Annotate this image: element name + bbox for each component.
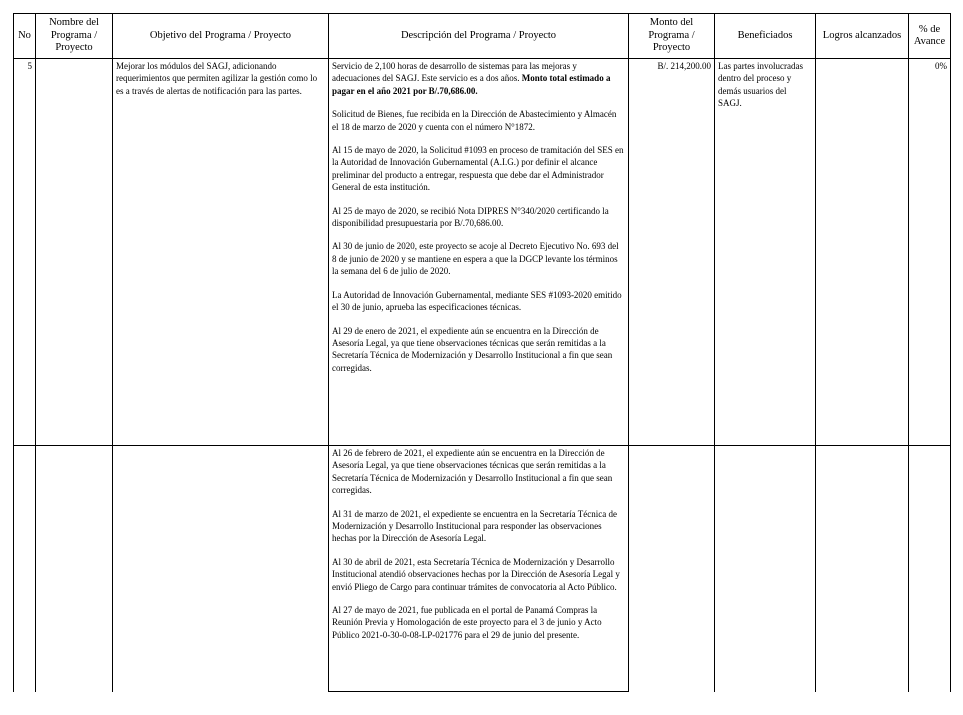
cell-logros: [816, 59, 909, 446]
desc-bold-amount: Monto total estimado a pagar en el año 2021 por B/.70,686.00.: [332, 73, 611, 96]
cell-no: [14, 446, 36, 692]
desc-paragraph: La Autoridad de Innovación Gubernamental, mediante SES #1093-2020 emitido el 30 de junio, aprueba las especificaciones técnicas.: [332, 289, 622, 313]
desc-paragraph: Solicitud de Bienes, fue recibida en la Dirección de Abastecimiento y Almacén el 18 de marzo de 2020 y cuenta con el número N°1872.: [332, 109, 617, 132]
header-objetivo: Objetivo del Programa / Proyecto: [113, 14, 329, 59]
table-row: [14, 446, 951, 692]
program-report-table: [13, 13, 951, 692]
cell-monto: [629, 446, 715, 692]
cell-beneficiados: Las partes involucradas dentro del proceso y demás usuarios del SAGJ.: [715, 59, 816, 446]
header-nombre: Nombre del Programa / Proyecto: [36, 14, 113, 59]
desc-paragraph: Al 30 de junio de 2020, este proyecto se acoje al Decreto Ejecutivo No. 693 del 8 de junio de 2020 y se mantiene en espera a que la DGCP levante los términos la semana del 6 de julio de 2020.: [332, 241, 619, 277]
table-row: [14, 59, 951, 446]
desc-paragraph: Al 29 de enero de 2021, el expediente aún se encuentra en la Dirección de Asesoría Legal, ya que tiene observaciones técnicas que serán remitidas a la Secretaría Técnica de Modernización y Desarrollo Institucional a fin que sean corregidas.: [332, 325, 613, 373]
header-no: No: [14, 14, 36, 59]
cell-objetivo: Mejorar los módulos del SAGJ, adicionando requerimientos que permiten agilizar la gestión como lo es a través de alertas de notificación para las partes.: [113, 59, 329, 446]
desc-paragraph: Al 26 de febrero de 2021, el expediente aún se encuentra en la Dirección de Asesoría Legal, ya que tiene observaciones técnicas que serán remitidas a la Secretaría Técnica de Modernización y Desarrollo Institucional a fin que sean corregidas.: [332, 448, 613, 496]
cell-descripcion: [329, 59, 629, 446]
desc-text: Servicio de 2,100 horas de desarrollo de sistemas para las mejoras y adecuaciones del SAGJ. Este servicio es a dos años.: [332, 61, 577, 84]
desc-paragraph: Al 27 de mayo de 2021, fue publicada en el portal de Panamá Compras la Reunión Previa y Homologación de este proyecto para el 3 de junio y Acto Público 2021-0-30-0-08-LP-021776 para el 29 de junio del presente.: [332, 605, 602, 640]
desc-paragraph: Al 31 de marzo de 2021, el expediente se encuentra en la Secretaría Técnica de Modernización y Desarrollo Institucional para responder las observaciones hechas por la Dirección de Asesoría Legal.: [332, 508, 617, 544]
desc-paragraph: Al 30 de abril de 2021, esta Secretaría Técnica de Modernización y Desarrollo Institucional atendió observaciones hechas por la Dirección de Asesoría Legal y envió Pliego de Cargo para continuar trámites de convocatoria al Acto Público.: [332, 556, 620, 592]
cell-logros: [816, 446, 909, 692]
desc-paragraph: Al 15 de mayo de 2020, la Solicitud #1093 en proceso de tramitación del SES en la Autoridad de Innovación Gubernamental (A.I.G.) por definir el alcance preliminar del producto a entregar, respuesta que debe dar el Administrador General de esta institución.: [332, 145, 624, 193]
header-avance: % de Avance: [909, 14, 951, 59]
header-monto: Monto del Programa / Proyecto: [629, 14, 715, 59]
report-table-container: [13, 13, 950, 694]
cell-objetivo: [113, 446, 329, 692]
cell-descripcion: [329, 446, 629, 692]
header-beneficiados: Beneficiados: [715, 14, 816, 59]
cell-nombre: [36, 446, 113, 692]
cell-avance: [909, 446, 951, 692]
cell-nombre: [36, 59, 113, 446]
header-descripcion: Descripción del Programa / Proyecto: [329, 14, 629, 59]
header-logros: Logros alcanzados: [816, 14, 909, 59]
cell-avance: 0%: [909, 59, 951, 446]
desc-paragraph: Al 25 de mayo de 2020, se recibió Nota DIPRES N°340/2020 certificando la disponibilidad presupuestaria por B/.70,686.00.: [332, 205, 609, 229]
cell-monto: B/. 214,200.00: [629, 59, 715, 446]
cell-no: 5: [14, 59, 36, 446]
header-row: [14, 14, 951, 59]
desc-paragraph: [332, 60, 625, 97]
cell-beneficiados: [715, 446, 816, 692]
